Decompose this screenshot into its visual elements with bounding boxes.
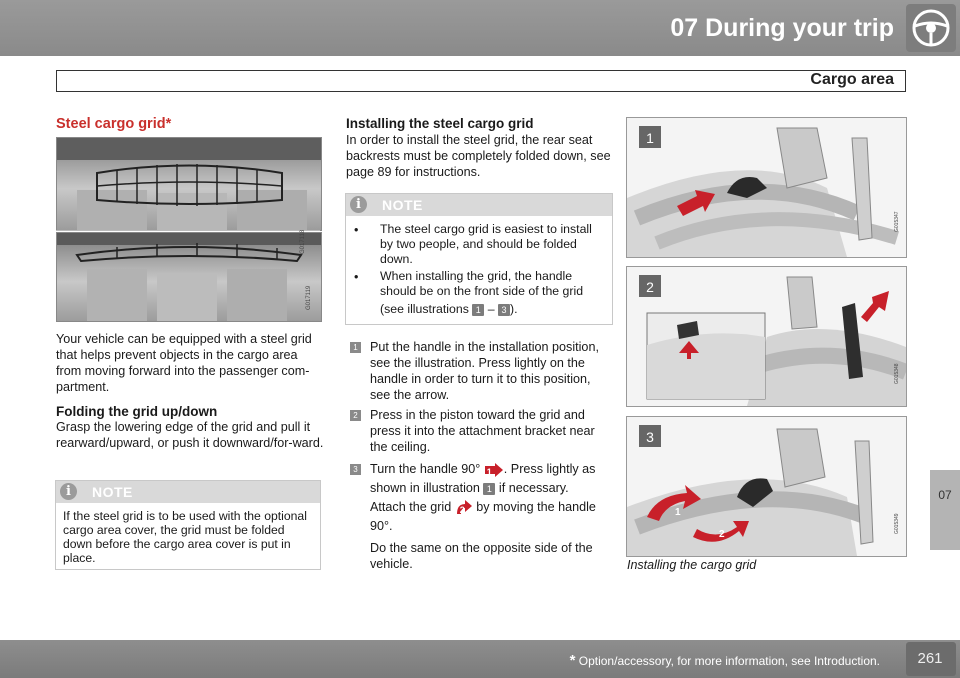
section-title-bar bbox=[56, 70, 906, 92]
photo-divider bbox=[56, 230, 320, 231]
step-number-2: 2 bbox=[350, 410, 361, 421]
installing-grid-heading: Installing the steel cargo grid bbox=[346, 116, 534, 131]
illustration-ref-3: 3 bbox=[498, 304, 510, 316]
steering-wheel-icon bbox=[906, 4, 956, 52]
cargo-grid-folded-photo bbox=[56, 137, 322, 231]
installing-grid-intro: In order to install the steel grid, the rear seat backrests must be completely folded down, see page 89 for instructions. bbox=[346, 133, 611, 179]
note-label: NOTE bbox=[382, 197, 423, 213]
step-3-part-f: Do the same on the opposite side of the vehicle. bbox=[370, 541, 593, 571]
installation-illustration-1 bbox=[626, 117, 907, 258]
illustration-code-1: G015347 bbox=[894, 211, 900, 232]
steel-grid-intro-text: Your vehicle can be equipped with a steel grid that helps prevent objects in the cargo area from moving forward into the passenger com-partment. bbox=[56, 332, 312, 394]
ref-close-text: ). bbox=[509, 302, 518, 316]
ref-open-text: (see illustrations bbox=[380, 302, 469, 316]
illustration-ref-1: 1 bbox=[472, 304, 484, 316]
info-icon: i bbox=[60, 483, 77, 500]
illustration-code-2: G015348 bbox=[894, 363, 900, 384]
bullet-marker: • bbox=[354, 270, 359, 284]
arrow-label-1: 1 bbox=[675, 507, 681, 518]
note-bullet-1: The steel cargo grid is easiest to install by two people, and should be folded down. bbox=[380, 222, 592, 266]
cargo-grid-raised-photo bbox=[56, 229, 322, 322]
bullet-marker: • bbox=[354, 223, 359, 237]
step-3-part-e: by moving the handle 90°. bbox=[370, 500, 596, 533]
step-3-part-b: . Press lightly as shown in illustration bbox=[370, 462, 596, 495]
footnote-asterisk: * bbox=[569, 652, 576, 669]
illustration-code-3: G015349 bbox=[894, 513, 900, 534]
note-bullet-2 bbox=[380, 269, 604, 317]
footnote-text: Option/accessory, for more information, see Introduction. bbox=[578, 654, 880, 668]
chapter-tab-label: 07 bbox=[938, 488, 952, 502]
note-box-cargo-cover bbox=[55, 480, 321, 570]
step-3-part-d: Attach the grid bbox=[370, 500, 452, 514]
chapter-title: 07 During your trip bbox=[670, 14, 894, 42]
footnote bbox=[570, 652, 880, 669]
step-3-part-a: Turn the handle 90° bbox=[370, 462, 481, 476]
illustration-ref-1: 1 bbox=[483, 483, 495, 495]
page-number: 261 bbox=[917, 650, 943, 667]
illustration-label-3: 3 bbox=[646, 429, 654, 445]
folding-grid-text: Grasp the lowering edge of the grid and pull it rearward/upward, or push it downward/for-ward. bbox=[56, 420, 324, 450]
installation-illustration-2 bbox=[626, 266, 907, 407]
ref-dash: – bbox=[487, 302, 495, 316]
arrow-label-2: 2 bbox=[719, 529, 725, 540]
steel-cargo-grid-heading: Steel cargo grid* bbox=[56, 116, 172, 132]
illustration-caption: Installing the cargo grid bbox=[627, 558, 757, 572]
installation-illustration-3 bbox=[626, 416, 907, 557]
step-number-1: 1 bbox=[350, 342, 361, 353]
red-arrow-2-label: 2 bbox=[459, 504, 465, 515]
step-number-3: 3 bbox=[350, 464, 361, 475]
note-bullet-2-text: When installing the grid, the handle should be on the front side of the grid bbox=[380, 269, 584, 298]
photo-code-top: G017118 bbox=[300, 229, 306, 254]
chapter-tab bbox=[930, 470, 960, 550]
red-arrow-2-icon bbox=[455, 500, 473, 516]
red-arrow-1-label: 1 bbox=[486, 466, 492, 477]
section-title: Cargo area bbox=[810, 71, 894, 88]
step-2-text: Press in the piston toward the grid and press it into the attachment bracket near the ceiling. bbox=[370, 408, 595, 454]
note-header bbox=[346, 194, 612, 216]
step-3-part-c: if necessary. bbox=[498, 481, 569, 495]
info-icon: i bbox=[350, 196, 367, 213]
photo-code-bottom: G017119 bbox=[306, 285, 312, 310]
illustration-label-2: 2 bbox=[646, 279, 654, 295]
folding-grid-heading: Folding the grid up/down bbox=[56, 404, 218, 419]
note-text: If the steel grid is to be used with the optional cargo area cover, the grid must be folded down before the cargo area cover is put in place. bbox=[63, 509, 307, 565]
step-1-text: Put the handle in the installation position, see the illustration. Press lightly on the handle in order to turn it to this position, see the arrow. bbox=[370, 340, 599, 402]
red-arrow-1-icon bbox=[484, 463, 504, 477]
illustration-label-1: 1 bbox=[646, 130, 654, 146]
step-3-text bbox=[370, 460, 610, 572]
note-header bbox=[56, 481, 320, 503]
note-label: NOTE bbox=[92, 484, 133, 500]
note-box-installation bbox=[345, 193, 613, 325]
illustration-reference bbox=[380, 302, 604, 317]
